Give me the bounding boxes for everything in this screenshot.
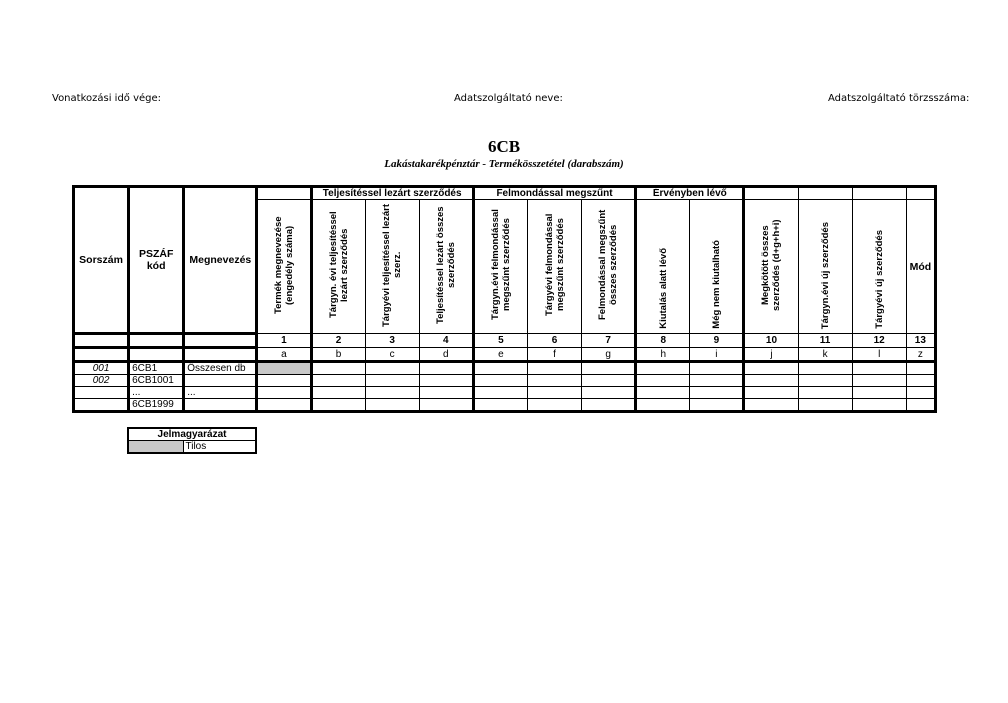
data-cell[interactable] [473,387,527,399]
col-header-1-label: Termék megnevezése (engedély száma) [272,216,295,314]
row-sorszam [74,399,129,412]
table-row [74,399,936,412]
col-header-12-label: Tárgyévi új szerződés [873,230,885,329]
row-megnevezes [184,399,257,412]
data-cell[interactable] [690,387,744,399]
legend-item-label: Tilos [183,441,256,454]
col-letter-j: j [744,348,798,362]
data-cell[interactable] [744,375,798,387]
data-cell[interactable] [906,399,935,412]
col-header-5-label: Tárgyn.évi felmondással megszűnt szerződés [489,209,512,321]
data-cell[interactable] [582,362,636,375]
col-number-11: 11 [798,334,852,348]
col-number-13: 13 [906,334,935,348]
col-header-5 [473,200,527,334]
col-number-9: 9 [690,334,744,348]
col-number-3: 3 [365,334,419,348]
col-header-7-label: Felmondással megszűnt összes szerződés [597,209,620,321]
row-sorszam: 002 [74,375,129,387]
page-subtitle: Lakástakarékpénztár - Termékösszetétel (darabszám) [384,158,624,170]
col-header-9-label: Még nem kiutalható [710,240,722,329]
row-megnevezes: ... [184,387,257,399]
num-cell-empty [129,334,184,348]
col-header-8-label: Kiutalás alatt lévő [657,248,669,329]
col-number-6: 6 [527,334,581,348]
data-cell[interactable] [744,399,798,412]
forbidden-cell [257,362,311,375]
col-header-6-label: Tárgyévi felmondással megszűnt szerződés [543,213,566,317]
data-cell[interactable] [365,387,419,399]
data-cell[interactable] [527,387,581,399]
data-cell[interactable] [527,375,581,387]
column-number-row [74,334,936,348]
col-letter-a: a [257,348,311,362]
col-sorszam-header: Sorszám [74,187,129,334]
data-cell[interactable] [798,399,852,412]
data-cell[interactable] [419,387,473,399]
group-cell-empty [257,187,311,200]
provider-name-label: Adatszolgáltató neve: [454,93,563,104]
data-cell[interactable] [365,375,419,387]
data-cell[interactable] [852,375,906,387]
data-cell[interactable] [257,375,311,387]
col-header-2-label: Tárgyn. évi teljesítéssel lezárt szerződés [327,211,350,319]
data-cell[interactable] [311,399,365,412]
col-number-8: 8 [636,334,690,348]
product-table [72,185,937,413]
col-header-3 [365,200,419,334]
num-cell-empty [184,334,257,348]
data-cell[interactable] [582,375,636,387]
table-row [74,362,936,375]
data-cell[interactable] [798,375,852,387]
data-cell[interactable] [852,399,906,412]
row-sorszam: 001 [74,362,129,375]
data-cell[interactable] [311,387,365,399]
data-cell[interactable] [419,362,473,375]
row-kod: 6CB1999 [129,399,184,412]
col-number-5: 5 [473,334,527,348]
col-letter-k: k [798,348,852,362]
data-cell[interactable] [257,387,311,399]
data-cell[interactable] [582,387,636,399]
group-cell-empty [744,187,798,200]
data-cell[interactable] [690,375,744,387]
group-felmondassal: Felmondással megszűnt [473,187,635,200]
data-cell[interactable] [636,387,690,399]
data-cell[interactable] [690,362,744,375]
col-number-12: 12 [852,334,906,348]
col-letter-l: l [852,348,906,362]
data-cell[interactable] [636,362,690,375]
col-header-11-label: Tárgyn.évi új szerződés [819,221,831,329]
letter-cell-empty [184,348,257,362]
data-cell[interactable] [798,387,852,399]
col-letter-e: e [473,348,527,362]
col-header-12 [852,200,906,334]
group-header-row [74,187,936,200]
data-cell[interactable] [906,362,935,375]
col-letter-i: i [690,348,744,362]
col-header-4 [419,200,473,334]
col-header-13: Mód [906,200,935,334]
data-cell[interactable] [852,387,906,399]
col-megnevezes-header: Megnevezés [184,187,257,334]
col-number-1: 1 [257,334,311,348]
data-cell[interactable] [906,387,935,399]
col-number-4: 4 [419,334,473,348]
page-title: 6CB [487,137,521,156]
letter-cell-empty [129,348,184,362]
data-cell[interactable] [311,362,365,375]
data-cell[interactable] [257,399,311,412]
group-cell-empty [798,187,852,200]
letter-cell-empty [74,348,129,362]
group-cell-empty [852,187,906,200]
col-letter-c: c [365,348,419,362]
col-header-1 [257,200,311,334]
col-header-2 [311,200,365,334]
data-cell[interactable] [365,362,419,375]
data-cell[interactable] [798,362,852,375]
group-cell-empty [906,187,935,200]
legend-swatch [128,441,183,454]
col-header-10 [744,200,798,334]
col-header-8 [636,200,690,334]
data-cell[interactable] [582,399,636,412]
group-teljesitessel: Teljesítéssel lezárt szerződés [311,187,473,200]
period-end-label: Vonatkozási idő vége: [52,93,162,104]
data-cell[interactable] [852,362,906,375]
col-header-6 [527,200,581,334]
col-header-10-label: Megkötött összes szerződés (d+g+h+i) [760,219,783,311]
data-cell[interactable] [906,375,935,387]
provider-id-label: Adatszolgáltató törzsszáma: [828,93,970,104]
data-cell[interactable] [473,375,527,387]
col-header-3-label: Tárgyévi teljesítéssel lezárt szerz. [381,203,404,327]
col-header-9 [690,200,744,334]
legend-table [127,427,257,454]
row-kod: ... [129,387,184,399]
row-kod: 6CB1 [129,362,184,375]
col-letter-z: z [906,348,935,362]
col-number-10: 10 [744,334,798,348]
row-megnevezes [184,375,257,387]
data-cell[interactable] [473,362,527,375]
row-sorszam [74,387,129,399]
col-pszaf-header: PSZÁF kód [129,187,184,334]
col-number-2: 2 [311,334,365,348]
col-header-11 [798,200,852,334]
data-cell[interactable] [527,362,581,375]
data-cell[interactable] [636,399,690,412]
data-cell[interactable] [311,375,365,387]
data-cell[interactable] [690,399,744,412]
col-letter-d: d [419,348,473,362]
col-header-7 [582,200,636,334]
legend-title: Jelmagyarázat [128,428,256,441]
data-cell[interactable] [744,387,798,399]
data-cell[interactable] [419,375,473,387]
group-ervenyben: Érvényben lévő [636,187,744,200]
col-letter-f: f [527,348,581,362]
col-letter-b: b [311,348,365,362]
table-row [74,375,936,387]
col-header-4-label: Teljesítéssel lezárt összes szerződés [434,206,457,324]
col-number-7: 7 [582,334,636,348]
column-letter-row [74,348,936,362]
data-cell[interactable] [365,399,419,412]
num-cell-empty [74,334,129,348]
col-letter-h: h [636,348,690,362]
row-megnevezes: Összesen db [184,362,257,375]
data-cell[interactable] [744,362,798,375]
data-cell[interactable] [527,399,581,412]
table-row [74,387,936,399]
row-kod: 6CB1001 [129,375,184,387]
data-cell[interactable] [636,375,690,387]
data-cell[interactable] [473,399,527,412]
data-cell[interactable] [419,399,473,412]
col-letter-g: g [582,348,636,362]
